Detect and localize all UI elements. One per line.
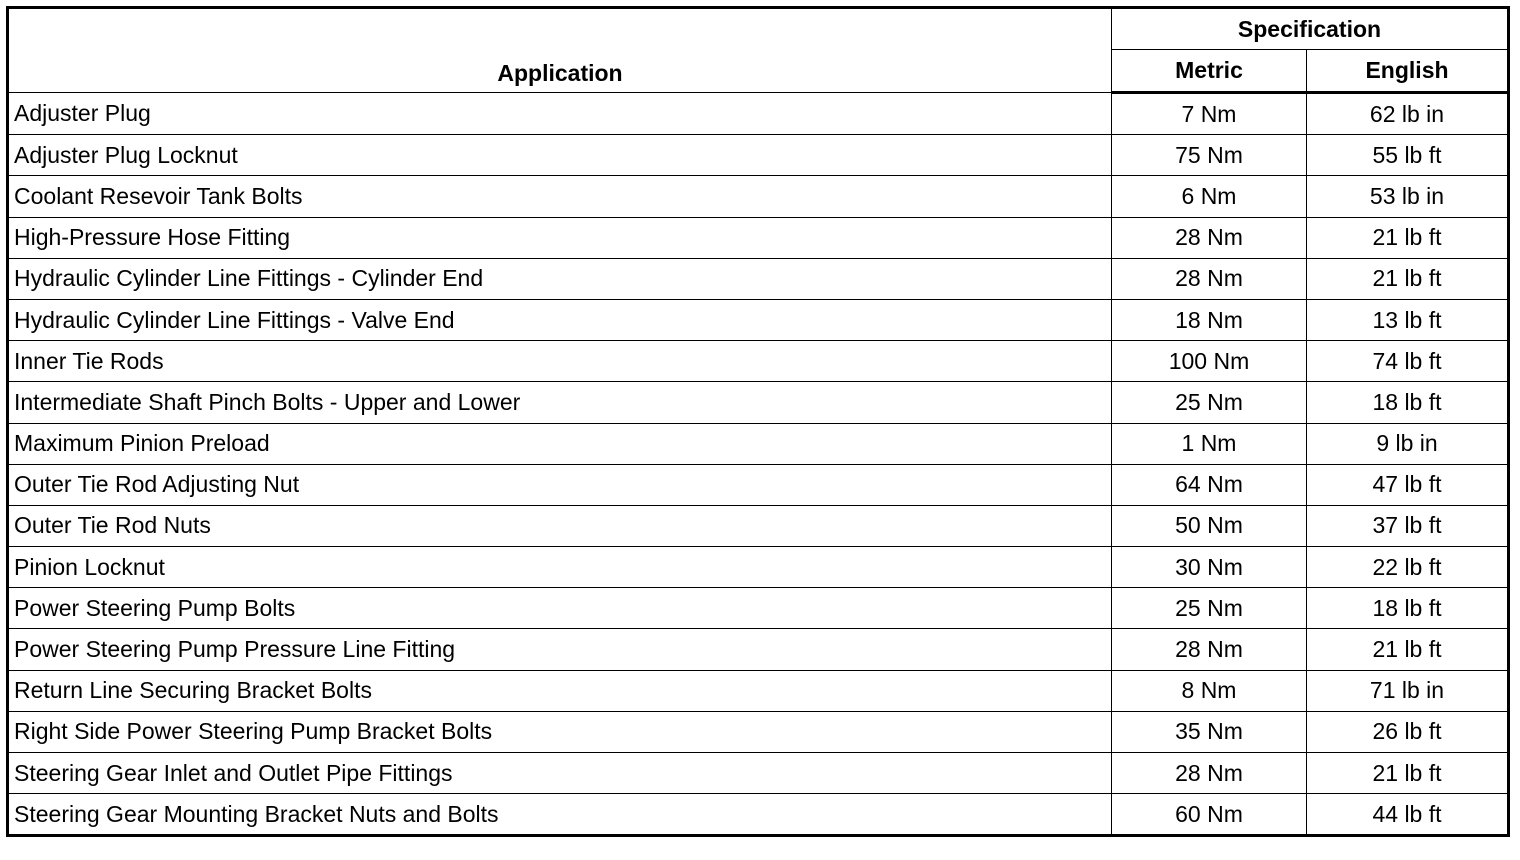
- table-body: [8, 93, 1509, 836]
- table-row: [8, 464, 1509, 505]
- table-row: [8, 135, 1509, 176]
- application-cell: Return Line Securing Bracket Bolts: [8, 670, 1112, 711]
- metric-cell: 35 Nm: [1112, 711, 1307, 752]
- metric-cell: 64 Nm: [1112, 464, 1307, 505]
- application-cell: Pinion Locknut: [8, 547, 1112, 588]
- metric-column-header: Metric: [1112, 50, 1307, 93]
- metric-cell: 28 Nm: [1112, 258, 1307, 299]
- table-row: [8, 258, 1509, 299]
- application-cell: Hydraulic Cylinder Line Fittings - Cylinder End: [8, 258, 1112, 299]
- english-cell: 44 lb ft: [1307, 794, 1509, 836]
- english-cell: 21 lb ft: [1307, 258, 1509, 299]
- table-header: [8, 8, 1509, 93]
- english-cell: 18 lb ft: [1307, 382, 1509, 423]
- application-cell: Power Steering Pump Pressure Line Fitting: [8, 629, 1112, 670]
- application-cell: Outer Tie Rod Adjusting Nut: [8, 464, 1112, 505]
- application-cell: Adjuster Plug Locknut: [8, 135, 1112, 176]
- table-row: [8, 753, 1509, 794]
- metric-cell: 28 Nm: [1112, 217, 1307, 258]
- table-row: [8, 299, 1509, 340]
- english-cell: 55 lb ft: [1307, 135, 1509, 176]
- table-row: [8, 794, 1509, 836]
- application-cell: High-Pressure Hose Fitting: [8, 217, 1112, 258]
- application-cell: Inner Tie Rods: [8, 341, 1112, 382]
- metric-cell: 8 Nm: [1112, 670, 1307, 711]
- application-cell: Coolant Resevoir Tank Bolts: [8, 176, 1112, 217]
- metric-cell: 28 Nm: [1112, 629, 1307, 670]
- metric-cell: 75 Nm: [1112, 135, 1307, 176]
- english-cell: 21 lb ft: [1307, 629, 1509, 670]
- application-cell: Right Side Power Steering Pump Bracket Bolts: [8, 711, 1112, 752]
- english-cell: 18 lb ft: [1307, 588, 1509, 629]
- metric-cell: 25 Nm: [1112, 588, 1307, 629]
- application-cell: Maximum Pinion Preload: [8, 423, 1112, 464]
- application-cell: Steering Gear Mounting Bracket Nuts and Bolts: [8, 794, 1112, 836]
- metric-cell: 18 Nm: [1112, 299, 1307, 340]
- english-cell: 9 lb in: [1307, 423, 1509, 464]
- english-cell: 22 lb ft: [1307, 547, 1509, 588]
- specification-column-header: Specification: [1112, 8, 1509, 50]
- table-row: [8, 217, 1509, 258]
- english-cell: 74 lb ft: [1307, 341, 1509, 382]
- table-row: [8, 711, 1509, 752]
- header-row-top: [8, 8, 1509, 50]
- table-row: [8, 93, 1509, 135]
- metric-cell: 6 Nm: [1112, 176, 1307, 217]
- application-cell: Power Steering Pump Bolts: [8, 588, 1112, 629]
- metric-cell: 60 Nm: [1112, 794, 1307, 836]
- application-cell: Outer Tie Rod Nuts: [8, 505, 1112, 546]
- english-cell: 26 lb ft: [1307, 711, 1509, 752]
- english-cell: 71 lb in: [1307, 670, 1509, 711]
- application-column-header: Application: [8, 8, 1112, 93]
- table-row: [8, 423, 1509, 464]
- metric-cell: 100 Nm: [1112, 341, 1307, 382]
- english-cell: 53 lb in: [1307, 176, 1509, 217]
- table-row: [8, 588, 1509, 629]
- english-cell: 62 lb in: [1307, 93, 1509, 135]
- metric-cell: 7 Nm: [1112, 93, 1307, 135]
- metric-cell: 30 Nm: [1112, 547, 1307, 588]
- application-cell: Hydraulic Cylinder Line Fittings - Valve End: [8, 299, 1112, 340]
- table-row: [8, 547, 1509, 588]
- torque-specification-table: [6, 6, 1510, 837]
- metric-cell: 50 Nm: [1112, 505, 1307, 546]
- application-cell: Steering Gear Inlet and Outlet Pipe Fittings: [8, 753, 1112, 794]
- table-row: [8, 382, 1509, 423]
- metric-cell: 28 Nm: [1112, 753, 1307, 794]
- table-row: [8, 629, 1509, 670]
- table-row: [8, 341, 1509, 382]
- english-column-header: English: [1307, 50, 1509, 93]
- table-row: [8, 505, 1509, 546]
- metric-cell: 1 Nm: [1112, 423, 1307, 464]
- table-row: [8, 176, 1509, 217]
- english-cell: 21 lb ft: [1307, 753, 1509, 794]
- table-row: [8, 670, 1509, 711]
- english-cell: 21 lb ft: [1307, 217, 1509, 258]
- english-cell: 37 lb ft: [1307, 505, 1509, 546]
- english-cell: 13 lb ft: [1307, 299, 1509, 340]
- english-cell: 47 lb ft: [1307, 464, 1509, 505]
- application-cell: Intermediate Shaft Pinch Bolts - Upper and Lower: [8, 382, 1112, 423]
- metric-cell: 25 Nm: [1112, 382, 1307, 423]
- application-cell: Adjuster Plug: [8, 93, 1112, 135]
